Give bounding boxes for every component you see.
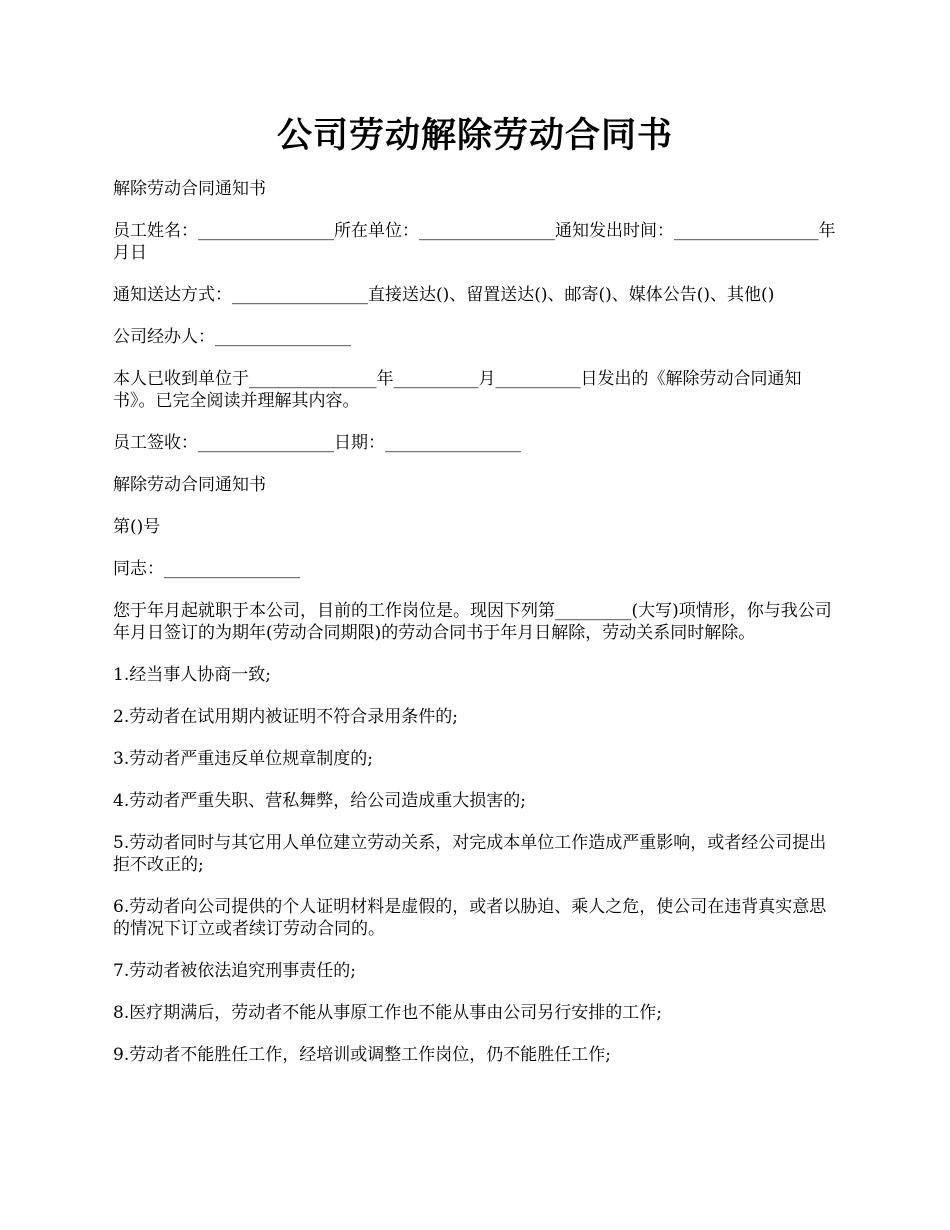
paragraph-notice-number: 第()号 [113, 517, 161, 537]
document-title: 公司劳动解除劳动合同书 [276, 115, 673, 156]
paragraph-termination-statement: 您于年月起就职于本公司，目前的工作岗位是。现因下列第_________(大写)项情形，你与我公司年月日签订的为期年(劳动合同期限)的劳动合同书于年月日解除，劳动关系同时解除。 [113, 601, 832, 643]
list-item: 5.劳动者同时与其它用人单位建立劳动关系，对完成本单位工作造成严重影响，或者经公司提出拒不改正的; [113, 833, 827, 875]
document-body [113, 178, 839, 1086]
list-item: 2.劳动者在试用期内被证明不符合录用条件的; [113, 707, 458, 727]
list-item: 6.劳动者向公司提供的个人证明材料是虚假的，或者以胁迫、乘人之危，使公司在违背真实意思的情况下订立或者续订劳动合同的。 [113, 897, 827, 939]
paragraph-notice-heading: 解除劳动合同通知书 [113, 179, 266, 199]
paragraph-notice-heading-2: 解除劳动合同通知书 [113, 475, 266, 495]
paragraph-receipt-statement: 本人已收到单位于_______________年__________月__________日发出的《解除劳动合同通知书》。已完全阅读并理解其内容。 [113, 369, 802, 411]
paragraph-employee-signature: 员工签收：________________日期：________________ [113, 433, 521, 453]
list-item: 7.劳动者被依法追究刑事责任的; [113, 961, 356, 981]
list-item: 8.医疗期满后，劳动者不能从事原工作也不能从事由公司另行安排的工作; [113, 1003, 662, 1023]
list-item: 3.劳动者严重违反单位规章制度的; [113, 749, 373, 769]
paragraph-employee-info: 员工姓名：________________所在单位：________________通知发出时间：_________________年月日 [113, 221, 836, 263]
list-item: 9.劳动者不能胜任工作，经培训或调整工作岗位，仍不能胜任工作; [113, 1045, 611, 1065]
paragraph-addressee: 同志：________________ [113, 559, 300, 579]
list-item: 4.劳动者严重失职、营私舞弊，给公司造成重大损害的; [113, 791, 526, 811]
list-item: 1.经当事人协商一致; [113, 665, 271, 685]
paragraph-delivery-method: 通知送达方式：________________直接送达()、留置送达()、邮寄()、媒体公告()、其他() [113, 285, 775, 305]
paragraph-company-handler: 公司经办人：________________ [113, 327, 351, 347]
